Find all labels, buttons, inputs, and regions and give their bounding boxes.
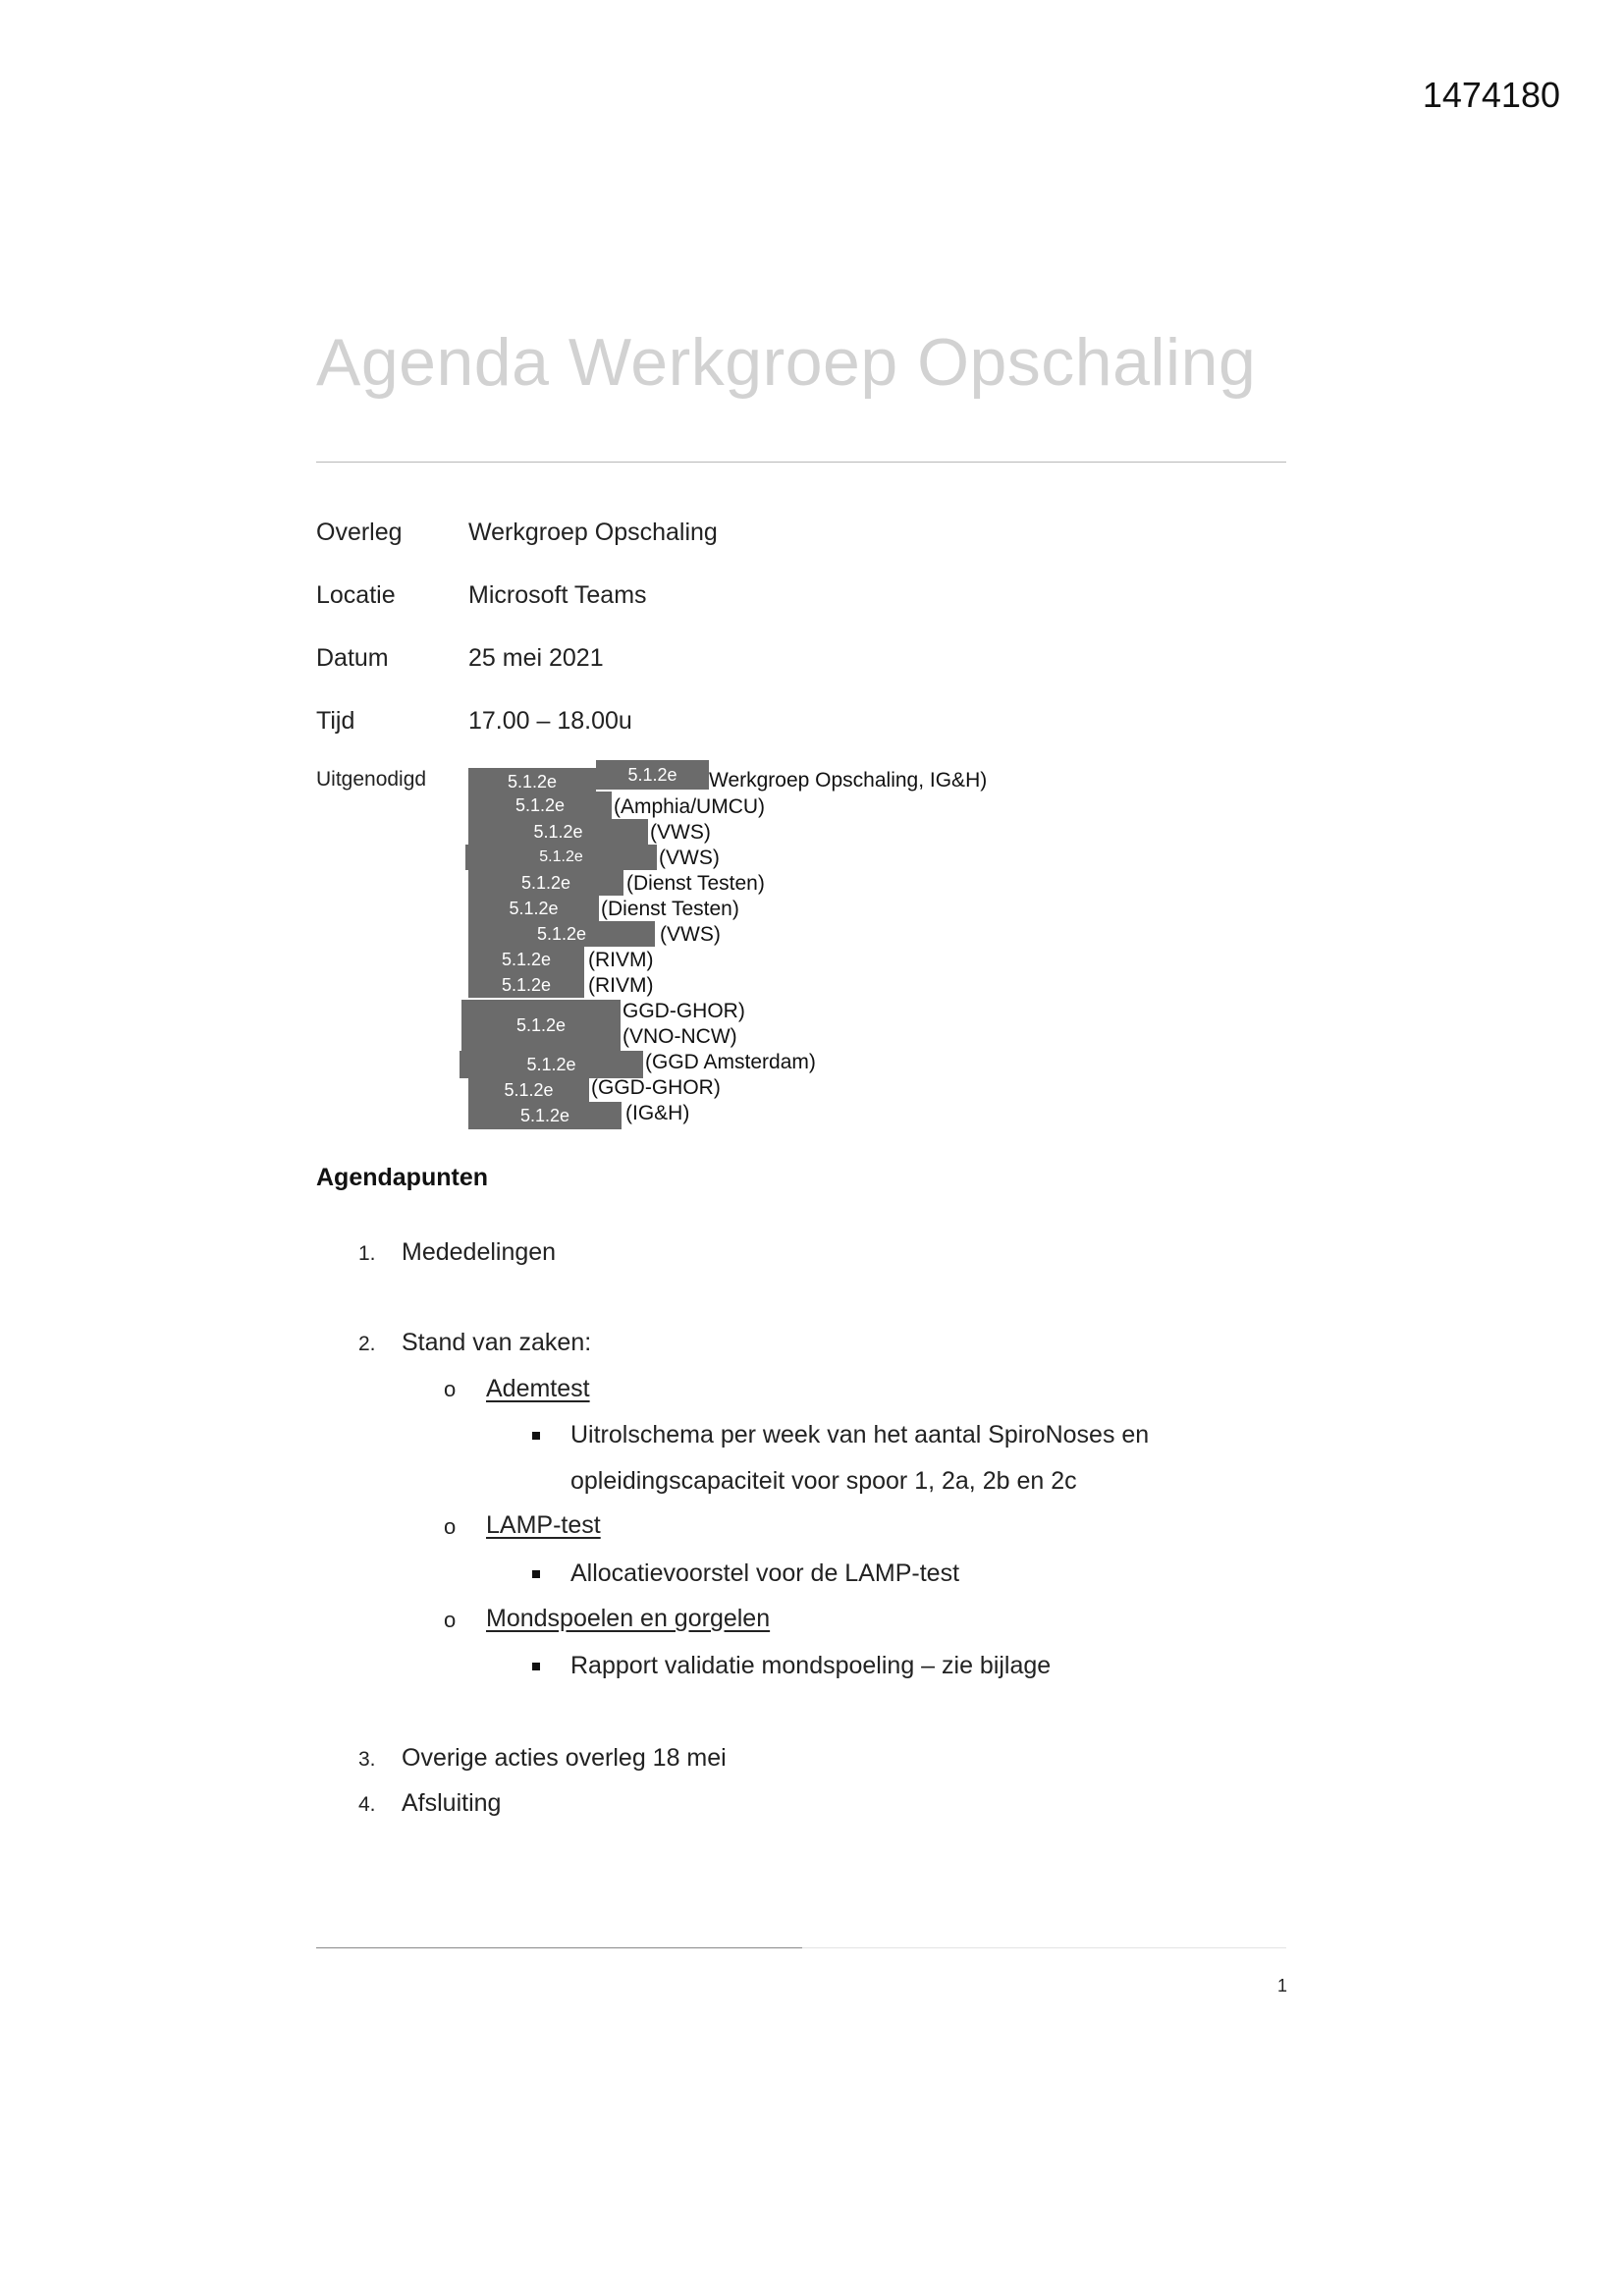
invited-row: (IG&H) (625, 1102, 690, 1124)
redaction-block: 5.1.2e (465, 845, 657, 870)
redaction-block: 5.1.2e (468, 768, 596, 795)
sub-point: Allocatievoorstel voor de LAMP-test (570, 1559, 960, 1587)
meta-tijd-label: Tijd (316, 707, 355, 735)
sub-item-title: Ademtest (486, 1375, 590, 1402)
redaction-block: 5.1.2e (461, 1000, 621, 1051)
agenda-heading: Agendapunten (316, 1164, 488, 1191)
invited-label: Uitgenodigd (316, 768, 427, 791)
meta-locatie (316, 581, 647, 610)
meta-overleg-label: Overleg (316, 519, 403, 546)
meta-datum-label: Datum (316, 644, 389, 672)
invited-row: (VWS) (659, 847, 720, 869)
agenda-item-text: Stand van zaken: (402, 1329, 592, 1356)
meta-locatie-value: Microsoft Teams (468, 581, 647, 609)
redaction-block: 5.1.2e (468, 819, 648, 845)
agenda-item-number: 1. (358, 1242, 376, 1265)
invited-row: (Dienst Testen) (601, 898, 739, 920)
invited-row: (GGD Amsterdam) (645, 1051, 816, 1073)
agenda-item-number: 3. (358, 1748, 376, 1771)
sub-bullet: o (444, 1377, 457, 1401)
agenda-item-text: Overige acties overleg 18 mei (402, 1744, 727, 1772)
meta-tijd (316, 707, 632, 736)
invited-row: (RIVM) (588, 949, 654, 971)
footer-divider-light (802, 1947, 1286, 1948)
redaction-block: 5.1.2e (468, 896, 599, 921)
agenda-item-text: Afsluiting (402, 1789, 502, 1817)
sub-point: Rapport validatie mondspoeling – zie bijlage (570, 1652, 1052, 1679)
square-bullet (532, 1663, 540, 1670)
agenda-item-number: 4. (358, 1793, 376, 1816)
meta-datum (316, 644, 604, 673)
invited-row: (VNO-NCW) (623, 1025, 737, 1048)
meta-overleg-value: Werkgroep Opschaling (468, 519, 718, 546)
redaction-block: 5.1.2e (460, 1051, 643, 1078)
meta-locatie-label: Locatie (316, 581, 396, 609)
sub-bullet: o (444, 1514, 457, 1539)
sub-point: Uitrolschema per week van het aantal SpiroNoses en (570, 1421, 1150, 1449)
invited-row: (VWS) (660, 923, 721, 946)
redaction-block: 5.1.2e (468, 947, 584, 972)
square-bullet (532, 1432, 540, 1440)
agenda-item-number: 2. (358, 1333, 376, 1355)
document-id: 1474180 (1422, 75, 1560, 115)
invited-row: (Dienst Testen) (626, 872, 765, 895)
redaction-block: 5.1.2e (468, 1102, 622, 1129)
square-bullet (532, 1570, 540, 1578)
sub-bullet: o (444, 1608, 457, 1632)
invited-row: Werkgroep Opschaling, IG&H) (709, 769, 988, 792)
page-number: 1 (1277, 1976, 1288, 1995)
title-divider (316, 462, 1286, 463)
redaction-block: 5.1.2e (468, 792, 612, 819)
redaction-block: 5.1.2e (468, 870, 623, 896)
agenda-item-text: Mededelingen (402, 1238, 557, 1266)
invited-row: (Amphia/UMCU) (614, 795, 766, 818)
meta-datum-value: 25 mei 2021 (468, 644, 604, 672)
page-title: Agenda Werkgroep Opschaling (316, 325, 1257, 400)
invited-row: (RIVM) (588, 974, 654, 997)
redaction-block: 5.1.2e (596, 760, 709, 790)
invited-row: GGD-GHOR) (623, 1000, 745, 1022)
redaction-block: 5.1.2e (468, 972, 584, 998)
sub-item-title: LAMP-test (486, 1511, 601, 1539)
redaction-block: 5.1.2e (468, 921, 655, 947)
meta-tijd-value: 17.00 – 18.00u (468, 707, 632, 735)
invited-row: (GGD-GHOR) (591, 1076, 721, 1099)
meta-overleg (316, 519, 718, 547)
sub-point: opleidingscapaciteit voor spoor 1, 2a, 2b en 2c (570, 1467, 1077, 1495)
redaction-block: 5.1.2e (468, 1078, 589, 1102)
invited-row: (VWS) (650, 821, 711, 844)
footer-divider (316, 1947, 802, 1948)
sub-item-title: Mondspoelen en gorgelen (486, 1605, 771, 1632)
